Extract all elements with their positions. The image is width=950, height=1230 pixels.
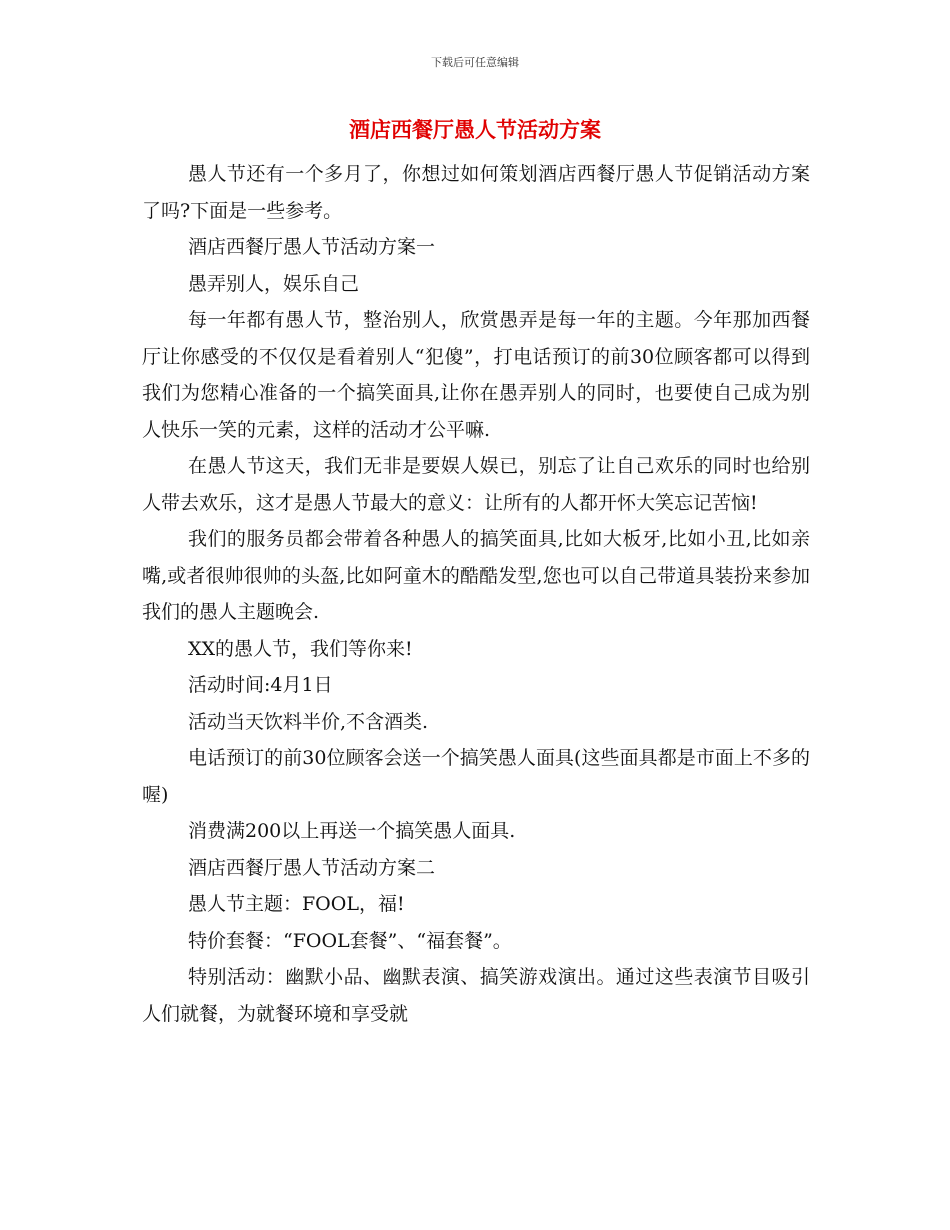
paragraph: 特价套餐：“FOOL套餐”、“福套餐”。 xyxy=(188,929,512,952)
paragraph: 消费满200以上再送一个搞笑愚人面具. xyxy=(188,820,516,842)
paragraph: XX的愚人节，我们等你来! xyxy=(188,637,413,660)
paragraph: 酒店西餐厅愚人节活动方案一 xyxy=(188,236,436,258)
paragraph: 活动时间:4月1日 xyxy=(188,674,333,696)
document-title: 酒店西餐厅愚人节活动方案 xyxy=(349,117,601,142)
page-header-note: 下载后可任意编辑 xyxy=(431,56,519,69)
paragraph: 我们的服务员都会带着各种愚人的搞笑面具,比如大板牙,比如小丑,比如亲嘴,或者很帅很帅的头盔,比如阿童木的酷酷发型,您也可以自己带道具装扮来参加我们的愚人主题晚会. xyxy=(142,528,810,623)
paragraph: 酒店西餐厅愚人节活动方案二 xyxy=(188,856,436,879)
paragraph: 愚弄别人，娱乐自己 xyxy=(188,272,360,295)
paragraph: 在愚人节这天，我们无非是要娱人娱已，别忘了让自己欢乐的同时也给别人带去欢乐，这才是愚人节最大的意义：让所有的人都开怀大笑忘记苦恼! xyxy=(142,455,810,514)
document-body xyxy=(142,156,810,1032)
paragraph: 活动当天饮料半价,不含酒类. xyxy=(188,710,429,733)
paragraph: 愚人节还有一个多月了，你想过如何策划酒店西餐厅愚人节促销活动方案了吗?下面是一些参考。 xyxy=(142,163,810,222)
paragraph: 愚人节主题：FOOL，福! xyxy=(188,893,405,915)
paragraph: 特别活动：幽默小品、幽默表演、搞笑游戏演出。通过这些表演节目吸引人们就餐，为就餐环境和享受就 xyxy=(142,966,810,1025)
paragraph: 电话预订的前30位顾客会送一个搞笑愚人面具(这些面具都是市面上不多的喔) xyxy=(142,747,810,806)
paragraph: 每一年都有愚人节，整治别人，欣赏愚弄是每一年的主题。今年那加西餐厅让你感受的不仅仅是看着别人“犯傻”，打电话预订的前30位顾客都可以得到我们为您精心准备的一个搞笑面具,让你在愚弄别人的同时，也要使自己成为别人快乐一笑的元素，这样的活动才公平嘛. xyxy=(142,309,810,441)
